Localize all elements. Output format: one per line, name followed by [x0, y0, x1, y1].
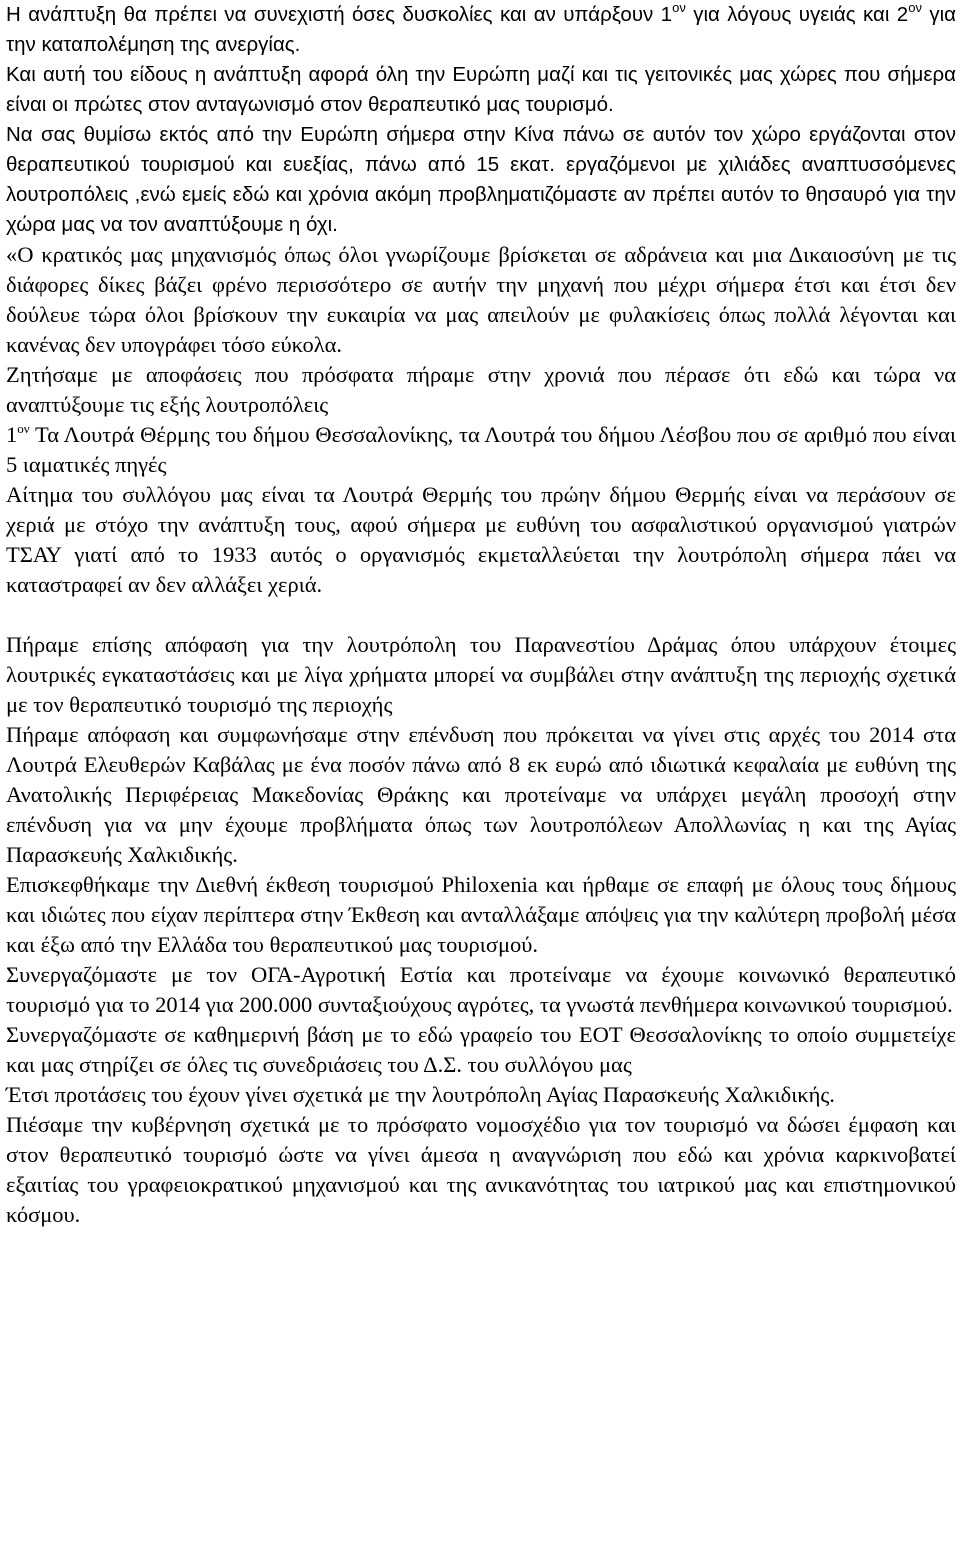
paragraph-europe: Και αυτή του είδους η ανάπτυξη αφορά όλη την Ευρώπη μαζί και τις γειτονικές μας χώρες που σήμερα είναι οι πρώτες στον ανταγωνισμό στον θεραπευτικό μας τουρισμό. — [6, 63, 956, 116]
superscript-ordinal: ον — [672, 0, 686, 15]
list-number: 1 — [6, 422, 18, 447]
paragraph-government: Πιέσαμε την κυβέρνηση σχετικά με το πρόσφατο νομοσχέδιο για τον τουρισμό να δώσει έμφαση και στον θεραπευτικό τουρισμό ώστε να γίνει άμεσα η αναγνώριση που εδώ και χρόνια καρκινοβατεί εξαιτίας του γραφειοκρατικού μηχανισμού και της ανικανότητας του ιατρικού μας και επιστημονικού κόσμου. — [6, 1112, 956, 1227]
intro-text-3: για την καταπολέμηση της ανεργίας. — [6, 3, 956, 56]
paragraph-paranesti: Πήραμε επίσης απόφαση για την λουτρόπολη του Παρανεστίου Δράμας όπου υπάρχουν έτοιμες λουτρικές εγκαταστάσεις και με λίγα χρήματα μπορεί να συμβάλει στην ανάπτυξη της περιοχής σχετικά με τον θεραπευτικό τουρισμό της περιοχής — [6, 632, 956, 717]
superscript-ordinal: ον — [908, 0, 922, 15]
paragraph-agia-paraskevi: Έτσι προτάσεις του έχουν γίνει σχετικά με την λουτρόπολη Αγίας Παρασκευής Χαλκιδικής. — [6, 1082, 835, 1107]
paragraph-philoxenia: Επισκεφθήκαμε την Διεθνή έκθεση τουρισμού Philoxenia και ήρθαμε σε επαφή με όλους τους δήμους και ιδιώτες που είχαν περίπτερα στην Έκθεση και ανταλλάξαμε απόψεις για την καλύτερη προβολή μέσα και έξω από την Ελλάδα του θεραπευτικού μας τουρισμού. — [6, 872, 956, 957]
paragraph-china: Να σας θυμίσω εκτός από την Ευρώπη σήμερα στην Κίνα πάνω σε αυτόν τον χώρο εργάζονται στον θεραπευτικού τουρισμού και ευεξίας, πάνω από 15 εκατ. εργαζόμενοι με χιλιάδες αναπτυσσόμενες λουτροπόλεις ,ενώ εμείς εδώ και χρόνια ακόμη προβληματιζόμαστε αν πρέπει αυτόν το θησαυρό για την χώρα μας να τον αναπτύξουμε η όχι. — [6, 123, 956, 236]
paragraph-thermi-request: Αίτημα του συλλόγου μας είναι τα Λουτρά Θερμής του πρώην δήμου Θερμής είναι να περάσουν σε χεριά με στόχο την ανάπτυξη τους, αφού σήμερα με ευθύνη του ασφαλιστικού οργανισμού γιατρών ΤΣΑΥ γιατί από το 1933 αυτός ο οργανισμός εκμεταλλεύεται την λουτρόπολη σήμερα πάει να καταστραφεί αν δεν αλλάξει χεριά. — [6, 482, 956, 597]
paragraph-oga: Συνεργαζόμαστε με τον ΟΓΑ-Αγροτική Εστία και προτείναμε να έχουμε κοινωνικό θεραπευτικό τουρισμό για το 2014 για 200.000 συνταξιούχους αγρότες, τα γνωστά πενθήμερα κοινωνικού τουρισμού. — [6, 962, 956, 1017]
paragraph-eleftheres: Πήραμε απόφαση και συμφωνήσαμε στην επένδυση που πρόκειται να γίνει στις αρχές του 2014 στα Λουτρά Ελευθερών Καβάλας με ένα ποσόν πάνω από 8 εκ ευρώ από ιδιωτικά κεφαλαία με ευθύνη της Ανατολικής Περιφέρειας Μακεδονίας Θράκης και προτείναμε να υπάρχει μεγάλη προσοχή στην επένδυση για να μην έχουμε προβλήματα όπως των λουτροπόλεων Απολλωνίας η και της Αγίας Παρασκευής Χαλκιδικής. — [6, 722, 956, 867]
paragraph-eot: Συνεργαζόμαστε σε καθημερινή βάση με το εδώ γραφείο του ΕΟΤ Θεσσαλονίκης το οποίο συμμετείχε και μας στηρίζει σε όλες τις συνεδριάσεις του Δ.Σ. του συλλόγου μας — [6, 1022, 956, 1077]
paragraph-state-mechanism: «Ο κρατικός μας μηχανισμός όπως όλοι γνωρίζουμε βρίσκεται σε αδράνεια και μια Δικαιοσύνη με τις διάφορες δίκες βάζει φρένο περισσότερο σε αυτήν την μηχανή που μέχρι σήμερα έτσι και έτσι δεν δούλευε τώρα όλοι βρίσκουν την ευκαιρία να μας απειλούν με φυλακίσεις όπως πολλά λέγονται και κανένας δεν υπογράφει τόσο εύκολα. — [6, 242, 956, 357]
paragraph-intro — [6, 0, 956, 60]
intro-text-2: για λόγους υγειάς και 2 — [693, 3, 909, 26]
superscript-ordinal: ον — [17, 421, 30, 436]
spas-list-text: Τα Λουτρά Θέρμης του δήμου Θεσσαλονίκης, τα Λουτρά του δήμου Λέσβου που σε αριθμό που είναι 5 ιαματικές πηγές — [6, 422, 956, 477]
paragraph-decisions: Ζητήσαμε με αποφάσεις που πρόσφατα πήραμε στην χρονιά που πέρασε ότι εδώ και τώρα να αναπτύξουμε τις εξής λουτροπόλεις — [6, 362, 956, 417]
paragraph-spas-list — [6, 420, 956, 480]
intro-text-1: Η ανάπτυξη θα πρέπει να συνεχιστή όσες δυσκολίες και αν υπάρξουν 1 — [6, 3, 673, 26]
